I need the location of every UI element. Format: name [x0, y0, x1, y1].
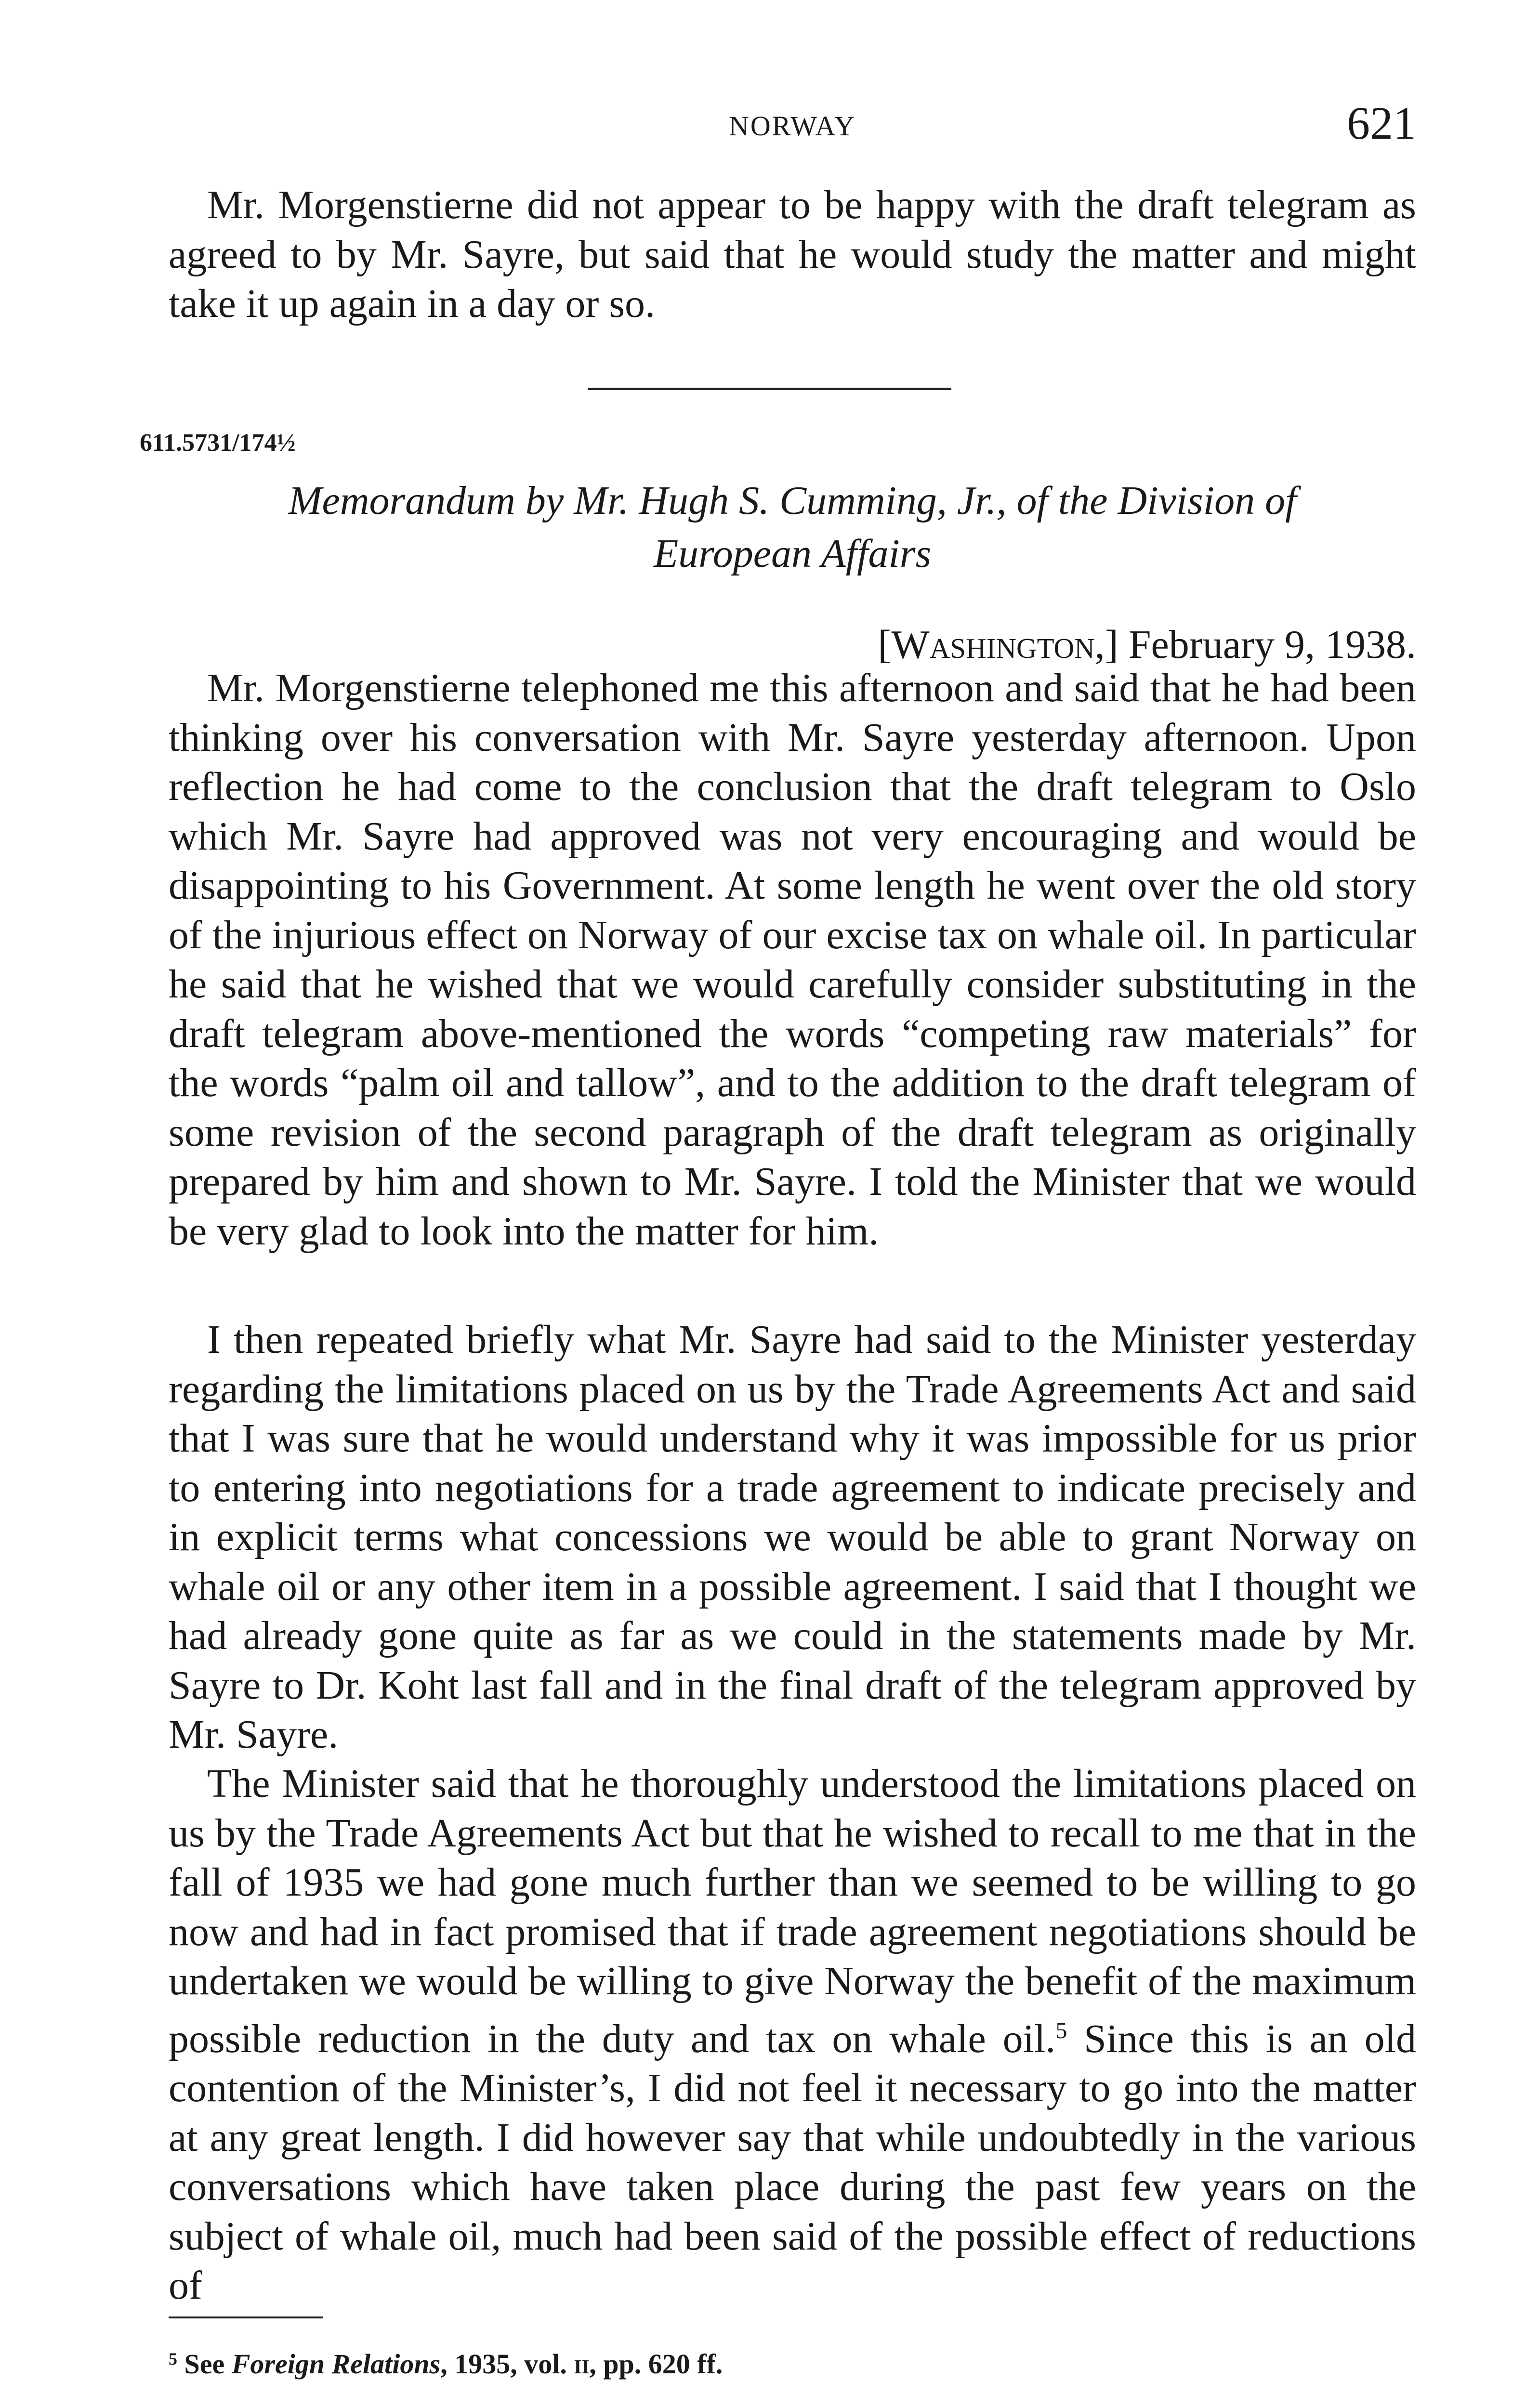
paragraph-3 [169, 1759, 1416, 2311]
dateline: [Washington,] February 9, 1938. [878, 622, 1416, 667]
footnote [169, 2348, 723, 2380]
footnote-mid: , 1935, vol. [440, 2348, 574, 2380]
running-title: NORWAY [728, 110, 856, 142]
footnote-pages: , pp. 620 ff. [589, 2348, 723, 2380]
memo-title [169, 474, 1416, 580]
footnote-volume: ii [574, 2348, 590, 2380]
file-number: 611.5731/174½ [140, 429, 296, 457]
paragraph-1: Mr. Morgenstierne telephoned me this afternoon and said that he had been thinking over his conversation with Mr. Sayre yesterday afternoon. Upon reflection he had come to the conclusion that the draft telegram to Oslo which Mr. Sayre had approved was not very encouraging and would be disappointing to his Government. At some length he went over the old story of the injurious effect on Norway of our excise tax on whale oil. In particular he said that he wished that we would carefully consider substituting in the draft telegram above-mentioned the words “competing raw materials” for the words “palm oil and tallow”, and to the addition to the draft telegram of some revision of the second paragraph of the draft telegram as originally prepared by him and shown to Mr. Sayre. I told the Minister that we would be very glad to look into the matter for him. [169, 666, 1416, 1254]
footnote-divider [169, 2316, 323, 2318]
dateline-place: Washington [891, 622, 1095, 667]
footnote-work-title: Foreign Relations [231, 2348, 441, 2380]
paragraph-continuation: Mr. Morgenstierne did not appear to be happy with the draft telegram as agreed to by Mr. Sayre, but said that he would study the matter and might take it up again in a day or so. [169, 183, 1416, 326]
paragraph-3-text-b: Since this is an old contention of the Minister’s, I did not feel it necessary to go into the matter at any great length. I did however say that while undoubtedly in the various conversations which have taken place during the past few years on the subject of whale oil, much had been said of the possible effect of reductions of [169, 2016, 1417, 2308]
paragraph-2: I then repeated briefly what Mr. Sayre had said to the Minister yesterday regarding the limitations placed on us by the Trade Agreements Act and said that I was sure that he would understand why it was impossible for us prior to entering into negotiations for a trade agreement to indicate precisely and in explicit terms what concessions we would be able to grant Norway on whale oil or any other item in a possible agreement. I said that I thought we had already gone quite as far as we could in the statements made by Mr. Sayre to Dr. Koht last fall and in the final draft of the telegram approved by Mr. Sayre. [169, 1317, 1416, 1757]
footnote-reference: 5 [1055, 2017, 1067, 2043]
footnote-prefix: See [184, 2348, 232, 2380]
section-divider [588, 388, 951, 390]
dateline-date: February 9, 1938. [1128, 622, 1416, 667]
memo-title-line-2: European Affairs [653, 531, 932, 576]
footnote-marker: 5 [169, 2349, 177, 2369]
page-number: 621 [1347, 97, 1416, 149]
paragraph-3-text-a: The Minister said that he thoroughly understood the limitations placed on us by the Trade Agreements Act but that he wished to recall to me that in the fall of 1935 we had gone much further than we seemed to be willing to go now and had in fact promised that if trade agreement negotiations should be undertaken we would be willing to give Norway the benefit of the maximum possible reduction in the duty and tax on whale oil. [169, 1761, 1416, 2061]
memo-title-line-1: Memorandum by Mr. Hugh S. Cumming, Jr., of the Division of [288, 478, 1297, 523]
running-head [169, 96, 1416, 159]
